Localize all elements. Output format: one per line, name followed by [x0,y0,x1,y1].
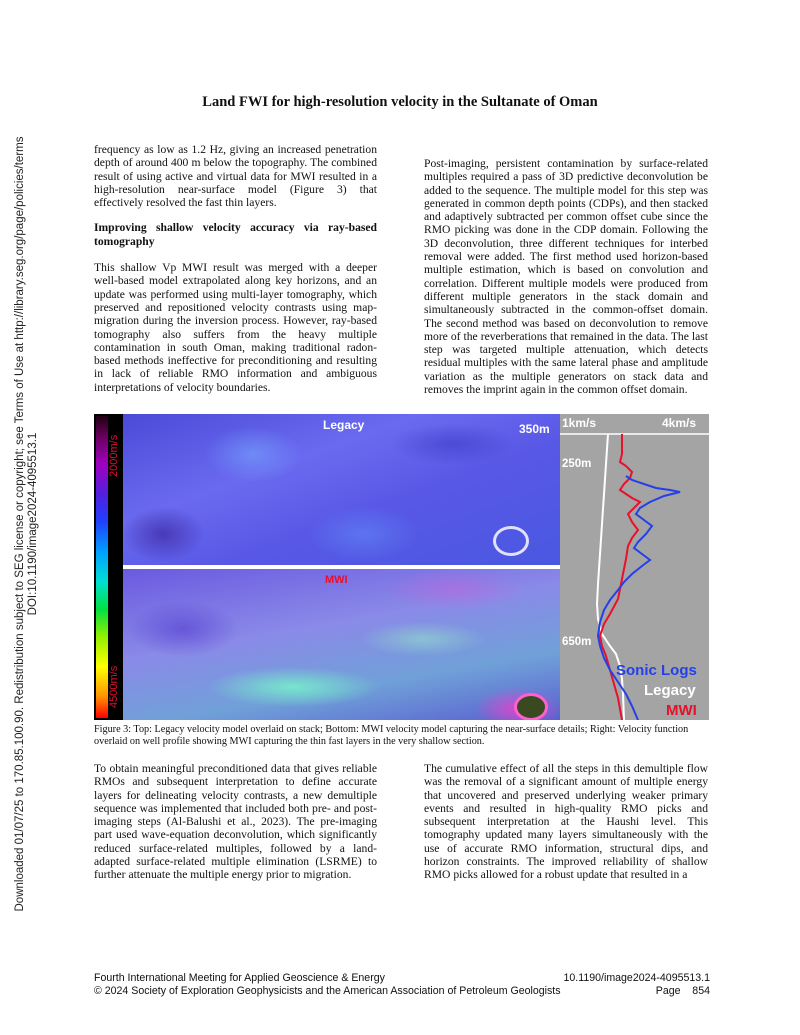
paragraph: To obtain meaningful preconditioned data that gives reliable RMOs and subsequent interpretation to define accurate layers for delineating velocity contrasts, a new demultiple sequence was implemented that included both pre- and post-imaging steps (Al-Balushi et al., 2023). The pre-imaging part used wave-equation deconvolution, which significantly reduced surface-related multiples, followed by a land-adapted surface-related multiple elimination (LSRME) to further attenuate the multiple energy prior to migration. [94,762,377,882]
colorbar-bottom-label: 4500m/s [108,665,120,709]
depth-label-650: 650m [562,636,592,648]
mwi-panel-label: MWI [325,574,348,586]
lower-left-column [94,762,377,894]
footer-copyright: © 2024 Society of Exploration Geophysicists and the American Association of Petroleum Geologists [94,985,561,997]
colorbar-gradient [96,416,108,718]
right-column [424,157,708,408]
anomaly-ring [514,693,548,720]
footer-meeting: Fourth International Meeting for Applied Geoscience & Energy [94,972,385,984]
velocity-max-label: 4km/s [662,416,697,430]
download-notice-line1: Downloaded 01/07/25 to 170.85.100.90. Redistribution subject to SEG license or copyright; see Terms of Use at http://library.seg.org/page/policies/terms [14,136,26,912]
legend-legacy: Legacy [644,682,696,699]
figure-3 [94,414,709,720]
section-heading: Improving shallow velocity accuracy via ray-based tomography [94,221,377,248]
paragraph: This shallow Vp MWI result was merged with a deeper well-based model extrapolated along key horizons, and an update was performed using multi-layer tomography, which preserved and repositioned velocity contrasts using map-migration during the inversion process. However, ray-based tomography also suffers from the heavy multiple contamination in south Oman, making traditional radon-based methods ineffective for preconditioning and resulting in lack of reliable RMO information and ambiguous interpretations of velocity boundaries. [94,261,377,394]
footer-right [560,972,710,998]
download-notice [14,134,39,914]
colorbar-top-label: 2000m/s [108,434,120,478]
paragraph: frequency as low as 1.2 Hz, giving an increased penetration depth of around 400 m below the topography. The combined result of using active and virtual data for MWI resulted in a high-resolution near-surface model (Figure 3) that effectively resolved the fast thin layers. [94,143,377,210]
page-title: Land FWI for high-resolution velocity in the Sultanate of Oman [202,94,598,110]
legacy-panel-label: Legacy [323,418,365,432]
legacy-velocity-panel [123,414,560,565]
legend-mwi: MWI [666,702,697,719]
velocity-min-label: 1km/s [562,416,597,430]
paragraph: The cumulative effect of all the steps in this demultiple flow was the removal of a significant amount of multiple energy that uncovered and preserved underlying weaker primary events and resulted in high-quality RMO picks and subsequent interpretation at the Haushi level. This tomography updated many layers simultaneously with the use of accurate RMO information, structural dips, and horizon constraints. The improved reliability of shallow RMO picks allowed for a robust update that resulted in a [424,762,708,882]
download-notice-doi: DOI:10.1190/image2024-4095513.1 [27,432,39,616]
footer-doi: 10.1190/image2024-4095513.1 [563,972,710,984]
mwi-velocity-panel [123,569,560,720]
lower-right-column [424,762,708,894]
figure-caption: Figure 3: Top: Legacy velocity model overlaid on stack; Bottom: MWI velocity model capturing the near-surface details; Right: Velocity function overlaid on well profile showing MWI capturing the thin fast layers in the very shallow section. [94,724,689,747]
footer-left [94,972,561,998]
page-number: Page 854 [655,985,710,997]
paragraph: Post-imaging, persistent contamination by surface-related multiples required a pass of 3D predictive deconvolution be added to the sequence. The multiple model for this step was generated in common depth points (CDPs), and then stacked and adaptively subtracted per common offset cube since the RMO picking was done in the CDP domain. Following the 3D deconvolution, three different techniques for interbed removal were added. The first method used horizon-based multiple estimation, which is based on convolution and correlation. Different multiple models were produced from different multiple generators in the stack domain and simultaneously subtracted in the common-offset domain. The second method was based on deconvolution to remove more of the reverberations that remained in the data. The last step was targeted multiple attenuation, which detects residual multiples with the same lateral phase and amplitude variation as the multiple generators on stack data and removes the imprint again in the common offset domain. [424,157,708,397]
depth-label-250: 250m [562,458,592,470]
depth-label-350: 350m [519,422,550,436]
legend-sonic-logs: Sonic Logs [616,662,697,679]
left-column [94,143,377,406]
anomaly-ring [493,526,529,556]
velocity-colorbar [94,414,123,720]
velocity-log-panel [560,414,709,720]
